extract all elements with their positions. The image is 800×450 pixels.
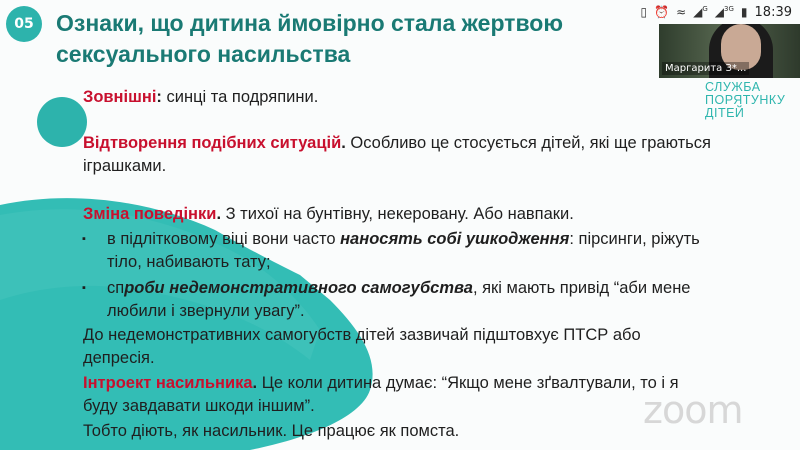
bullet-square-icon: ▪ [82, 233, 86, 245]
behavior-change-text: З тихої на бунтівну, некеровану. Або навпаки. [221, 205, 574, 223]
behavior-change-label: Зміна поведінки [83, 205, 217, 223]
nondemo-line-2: депресія. [83, 349, 155, 367]
battery-icon: ▮ [740, 5, 748, 19]
participant-video-tile[interactable] [659, 24, 800, 78]
alarm-icon: ⏰ [654, 5, 670, 19]
signal-3g-icon: ◢$^{3G}$ [714, 5, 734, 19]
behavior-dot: . [216, 205, 222, 223]
slide-title-line-2: сексуального насильства [56, 41, 351, 67]
participant-name: Маргарита З*... [662, 62, 749, 75]
logo-line-1: СЛУЖБА [705, 80, 761, 94]
bullet-suicide-bold: роби недемонстративного самогубства [124, 279, 473, 297]
external-signs-label: Зовнішні [83, 88, 157, 106]
bullet-self-harm-line-1 [83, 228, 700, 251]
zoom-watermark: zoom [643, 388, 743, 432]
wifi-icon: ≈ [676, 5, 687, 19]
slide-title-line-1: Ознаки, що дитина ймовірно стала жертвою [56, 10, 563, 36]
introject-dot: . [252, 374, 258, 392]
slide-title [56, 8, 636, 70]
item-external [83, 86, 318, 109]
bullet-suicide-line-1 [83, 277, 690, 300]
signal-icon: ◢$^G$ [693, 5, 708, 19]
bullet-suicide-post: , які мають привід “аби мене [472, 279, 691, 297]
status-time: 18:39 [754, 4, 792, 20]
bullet-suicide-line-2: любили і звернули увагу”. [107, 302, 305, 320]
external-colon: : [156, 88, 162, 106]
item-reenact-line-2: іграшками. [83, 157, 167, 175]
introject-text: Це коли дитина думає: “Якщо мене зґвалтували, то і я [257, 374, 679, 392]
reenactment-text: Особливо це стосується дітей, які ще граються [345, 134, 711, 152]
reenactment-label: Відтворення подібних ситуацій [83, 134, 342, 152]
item-introject-line-1 [83, 372, 679, 395]
external-signs-text: синці та подряпини. [161, 88, 319, 106]
item-behavior [83, 203, 574, 226]
logo-line-3: ДІТЕЙ [705, 106, 745, 120]
nondemo-line-1: До недемонстративних самогубств дітей зазвичай підштовхує ПТСР або [83, 326, 641, 344]
logo-line-2: ПОРЯТУНКУ [705, 93, 786, 107]
reenactment-dot: . [341, 134, 346, 152]
bullet-self-harm-pre: в підлітковому віці вони часто [107, 230, 341, 248]
android-status-bar [610, 0, 800, 24]
organization-logo [705, 81, 785, 120]
bullet-suicide-pre: сп [107, 279, 125, 297]
vibrate-icon: ▯ [640, 5, 648, 19]
bullet-self-harm-bold: наносять собі ушкодження [340, 230, 570, 248]
teal-circle-decoration [37, 97, 87, 147]
bullet-self-harm-post: : пірсинги, ріжуть [569, 230, 700, 248]
slide-number-badge: 05 [6, 6, 42, 42]
final-line: Тобто діють, як насильник. Це працює як помста. [83, 422, 460, 440]
introject-label: Інтроект насильника [83, 374, 253, 392]
item-reenact-line-1 [83, 132, 711, 155]
bullet-square-icon: ▪ [82, 282, 86, 294]
bullet-self-harm-line-2: тіло, набивають тату; [107, 253, 271, 271]
item-introject-line-2: буду завдавати шкоди іншим”. [83, 397, 315, 415]
